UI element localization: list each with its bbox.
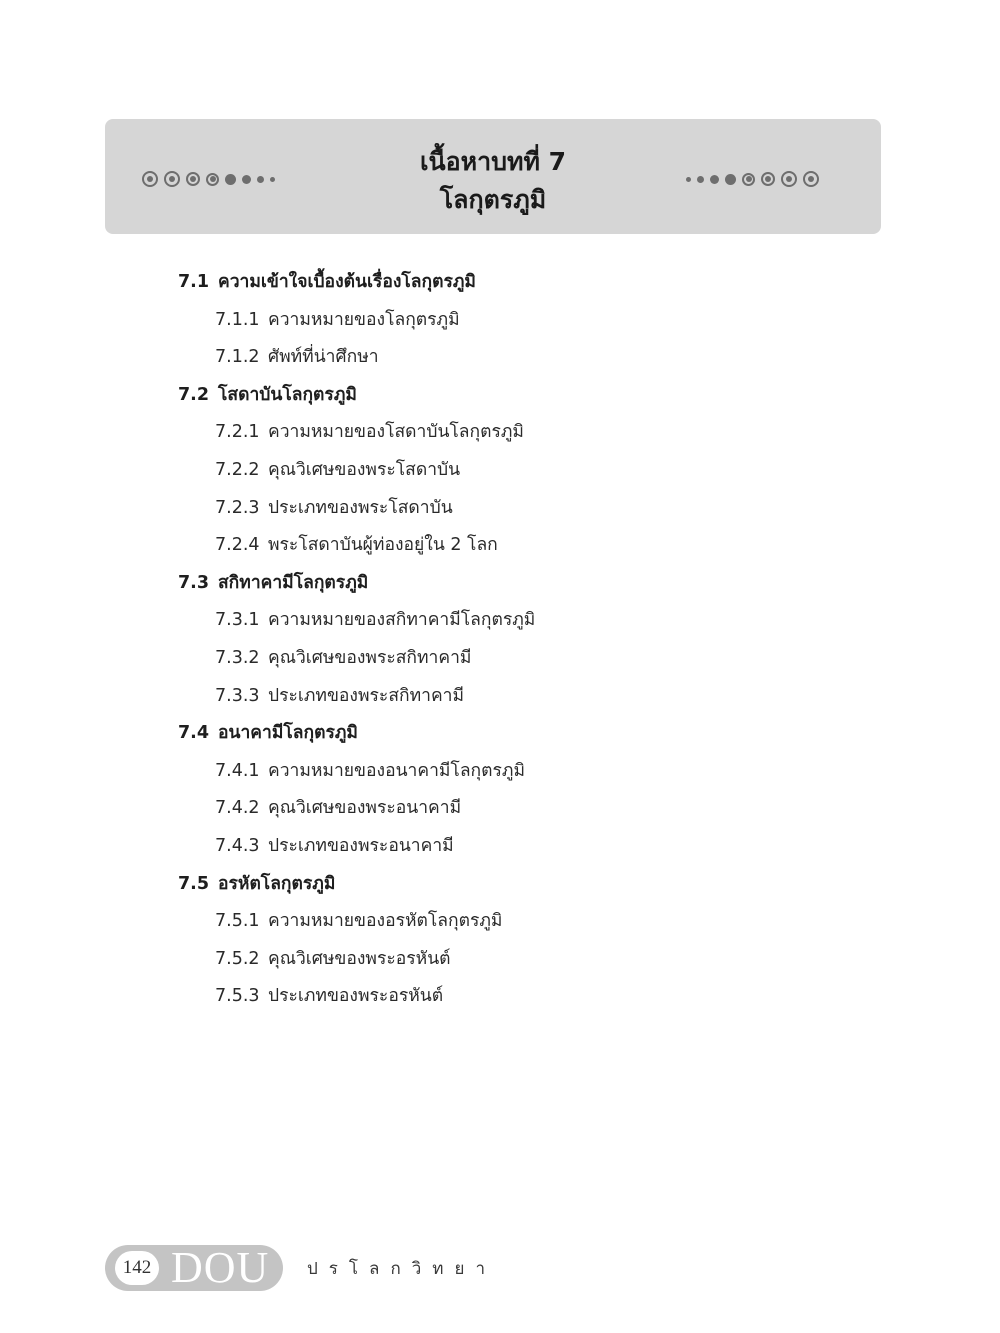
- subsection-title: คุณวิเศษของพระสกิทาคามี: [268, 647, 472, 668]
- section-number: 7.5: [178, 873, 210, 894]
- dot-icon: [725, 174, 736, 185]
- subsection-title: ประเภทของพระสกิทาคามี: [268, 685, 465, 706]
- subsection-title: ความหมายของสกิทาคามีโลกุตรภูมิ: [268, 610, 536, 631]
- section-number: 7.4: [178, 723, 210, 744]
- chapter-header: [105, 119, 881, 234]
- subsection-item: [178, 640, 798, 678]
- toc-section: [178, 264, 798, 377]
- table-of-contents: [178, 264, 798, 1016]
- subsection-title: ประเภทของพระอรหันต์: [268, 986, 444, 1007]
- dot-icon: [781, 171, 797, 187]
- dot-icon: [686, 177, 691, 182]
- subsection-item: [178, 903, 798, 941]
- subsection-title: พระโสดาบันผู้ท่องอยู่ใน 2 โลก: [268, 535, 498, 556]
- chapter-heading: เนื้อหาบทที่ 7: [419, 147, 567, 176]
- subsection-item: [178, 527, 798, 565]
- subsection-item: [178, 452, 798, 490]
- dot-icon: [761, 172, 775, 186]
- section-heading: [178, 565, 798, 603]
- section-heading: [178, 264, 798, 302]
- subsection-title: ศัพท์ที่น่าศึกษา: [268, 347, 379, 368]
- subsection-item: [178, 414, 798, 452]
- subsection-item: [178, 978, 798, 1016]
- subsection-item: [178, 790, 798, 828]
- subsection-number: 7.2.2: [215, 459, 260, 480]
- subsection-number: 7.1.1: [215, 309, 260, 330]
- subsection-title: ความหมายของโลกุตรภูมิ: [268, 309, 460, 330]
- dou-logo: DOU: [171, 1243, 270, 1292]
- subsection-number: 7.2.1: [215, 422, 260, 443]
- subsection-title: ความหมายของอรหัตโลกุตรภูมิ: [268, 911, 503, 932]
- subsection-number: 7.5.2: [215, 948, 260, 969]
- subsection-number: 7.2.4: [215, 535, 260, 556]
- section-title: โสดาบันโลกุตรภูมิ: [218, 384, 357, 405]
- dot-icon: [742, 173, 755, 186]
- subsection-item: [178, 302, 798, 340]
- subsection-number: 7.1.2: [215, 347, 260, 368]
- subsection-item: [178, 941, 798, 979]
- dot-icon: [697, 176, 704, 183]
- subsection-title: คุณวิเศษของพระอรหันต์: [268, 948, 451, 969]
- page-number: 142: [115, 1251, 159, 1285]
- subsection-title: คุณวิเศษของพระโสดาบัน: [268, 459, 461, 480]
- section-number: 7.1: [178, 272, 210, 292]
- subsection-number: 7.2.3: [215, 497, 260, 518]
- chapter-title: โลกุตรภูมิ: [439, 185, 547, 214]
- toc-section: [178, 377, 798, 565]
- subsection-item: [178, 828, 798, 866]
- footer-badge: [105, 1245, 283, 1291]
- section-number: 7.3: [178, 572, 210, 593]
- toc-section: [178, 565, 798, 715]
- section-heading: [178, 715, 798, 753]
- subsection-title: คุณวิเศษของพระอนาคามี: [268, 798, 462, 819]
- subsection-item: [178, 602, 798, 640]
- decorative-dots-right: [686, 169, 819, 189]
- subsection-number: 7.4.2: [215, 798, 260, 819]
- subsection-number: 7.5.1: [215, 911, 260, 932]
- section-number: 7.2: [178, 384, 210, 405]
- subsection-item: [178, 753, 798, 791]
- toc-section: [178, 866, 798, 1016]
- section-title: อรหัตโลกุตรภูมิ: [218, 873, 336, 894]
- subsection-number: 7.3.2: [215, 647, 260, 668]
- dot-icon: [803, 171, 819, 187]
- subsection-item: [178, 339, 798, 377]
- section-title: ความเข้าใจเบื้องต้นเรื่องโลกุตรภูมิ: [218, 272, 476, 292]
- subsection-number: 7.3.3: [215, 685, 260, 706]
- section-heading: [178, 866, 798, 904]
- subsection-title: ความหมายของโสดาบันโลกุตรภูมิ: [268, 422, 524, 443]
- section-title: อนาคามีโลกุตรภูมิ: [218, 723, 358, 744]
- subsection-number: 7.3.1: [215, 610, 260, 631]
- dot-icon: [710, 175, 719, 184]
- subsection-item: [178, 490, 798, 528]
- subsection-number: 7.4.1: [215, 760, 260, 781]
- page-footer: [105, 1245, 496, 1291]
- subsection-title: ประเภทของพระอนาคามี: [268, 835, 454, 856]
- subsection-title: ความหมายของอนาคามีโลกุตรภูมิ: [268, 760, 525, 781]
- subsection-number: 7.5.3: [215, 986, 260, 1007]
- book-title: ปรโลกวิทยา: [307, 1258, 497, 1279]
- section-heading: [178, 377, 798, 415]
- section-title: สกิทาคามีโลกุตรภูมิ: [218, 572, 369, 593]
- toc-section: [178, 715, 798, 865]
- subsection-item: [178, 678, 798, 716]
- subsection-title: ประเภทของพระโสดาบัน: [268, 497, 453, 518]
- subsection-number: 7.4.3: [215, 835, 260, 856]
